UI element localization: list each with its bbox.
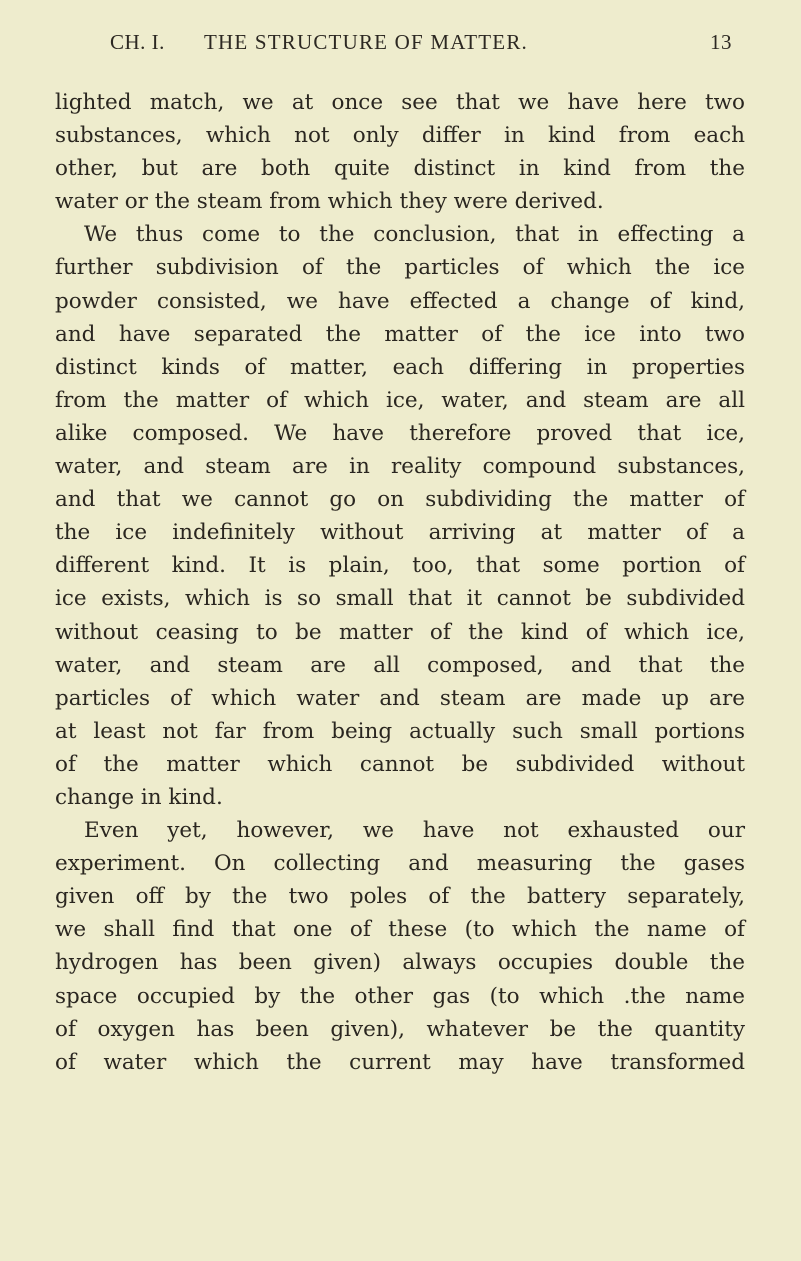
text-line: of oxygen has been given), whatever be the quantity (55, 1016, 745, 1042)
text-line: water, and steam are in reality compound substances, (55, 454, 745, 480)
text-line: from the matter of which ice, water, and steam are all (55, 387, 745, 413)
text-line: Even yet, however, we have not exhausted our (84, 818, 745, 844)
text-line: distinct kinds of matter, each differing in properties (55, 354, 745, 380)
text-line: alike composed. We have therefore proved that ice, (55, 420, 745, 446)
text-line: substances, which not only differ in kind from each (55, 123, 745, 149)
text-line: ice exists, which is so small that it cannot be subdivided (55, 586, 745, 612)
text-line: we shall find that one of these (to which the name of (55, 917, 745, 943)
text-line: particles of which water and steam are made up are (55, 685, 745, 711)
body-text (55, 86, 745, 1079)
text-line: space occupied by the other gas (to which .the name (55, 983, 745, 1009)
text-line: water or the steam from which they were derived. (55, 189, 604, 215)
running-header (110, 30, 732, 60)
text-line: of water which the current may have transformed (55, 1049, 745, 1075)
text-line: and that we cannot go on subdividing the matter of (55, 487, 745, 513)
text-line: given off by the two poles of the battery separately, (55, 884, 745, 910)
page-number: 13 (710, 30, 732, 54)
text-line: other, but are both quite distinct in kind from the (55, 156, 745, 182)
text-line: at least not far from being actually such small portions (55, 718, 745, 744)
text-line: the ice indefinitely without arriving at matter of a (55, 520, 745, 546)
text-line: powder consisted, we have effected a change of kind, (55, 288, 745, 314)
running-title: THE STRUCTURE OF MATTER. (204, 30, 528, 54)
text-line: lighted match, we at once see that we have here two (55, 90, 745, 115)
text-line: change in kind. (55, 784, 223, 810)
text-line: water, and steam are all composed, and that the (55, 652, 745, 678)
text-line: without ceasing to be matter of the kind of which ice, (55, 619, 745, 645)
text-line: We thus come to the conclusion, that in effecting a (84, 222, 745, 248)
text-line: of the matter which cannot be subdivided without (55, 751, 745, 777)
text-line: hydrogen has been given) always occupies double the (55, 950, 745, 976)
chapter-label: CH. I. (110, 30, 165, 54)
text-line: further subdivision of the particles of which the ice (55, 255, 745, 281)
text-line: different kind. It is plain, too, that some portion of (55, 553, 745, 579)
text-line: experiment. On collecting and measuring the gases (55, 851, 745, 877)
text-line: and have separated the matter of the ice into two (55, 321, 745, 347)
